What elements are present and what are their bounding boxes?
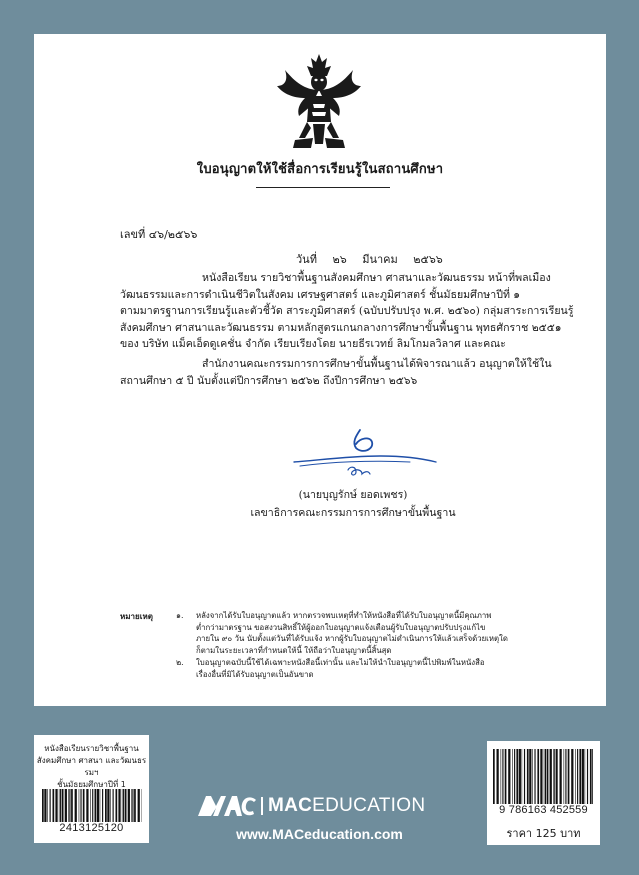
permit-document [34, 34, 606, 706]
isbn-box [487, 741, 600, 845]
paragraph-line: สถานศึกษา ๕ ปี นับตั้งแต่ปีการศึกษา ๒๕๖๒ ถึงปีการศึกษา ๒๕๖๖ [120, 374, 418, 387]
title-underline [256, 187, 390, 188]
signer-title: เลขาธิการคณะกรรมการการศึกษาขั้นพื้นฐาน [250, 507, 456, 519]
note-line: หลังจากได้รับใบอนุญาตแล้ว หากตรวจพบเหตุที่ทำให้หนังสือที่ได้รับใบอนุญาตนี้มีคุณภาพ [196, 611, 492, 620]
note-item [176, 657, 536, 680]
paragraph-line: ของ บริษัท แม็คเอ็ดดูเคชั่น จำกัด เรียบเรียงโดย นายธีรเวทย์ ลิมโกมลวิลาศ และคณะ [120, 338, 506, 351]
document-title: ใบอนุญาตให้ใช้สื่อการเรียนรู้ในสถานศึกษา [196, 162, 444, 177]
price: ราคา 125 บาท [506, 827, 581, 840]
notes-list [176, 610, 536, 680]
date-year: ๒๕๖๖ [413, 253, 443, 266]
paragraph-line: หนังสือเรียน รายวิชาพื้นฐานสังคมศึกษา ศาสนาและวัฒนธรรม หน้าที่พลเมือง [202, 272, 551, 284]
note-item [176, 610, 536, 657]
publisher-name [268, 795, 425, 817]
book-label-line: ชั้นมัธยมศึกษาปีที่ 1 [57, 780, 126, 789]
paragraph-line: สังคมศึกษา ศาสนาและวัฒนธรรม ตามหลักสูตรแกนกลางการศึกษาขั้นพื้นฐาน พุทธศักราช ๒๕๕๑ [120, 321, 562, 334]
barcode-icon [42, 789, 142, 822]
barcode-number: 2413125120 [59, 822, 124, 834]
note-number: ๑. [176, 611, 184, 620]
date-label: วันที่ [296, 253, 317, 266]
document-date [296, 250, 455, 268]
note-line: เรื่องอื่นที่มิได้รับอนุญาตเป็นอันขาด [196, 669, 314, 679]
publisher-name-prefix: MAC [268, 795, 313, 816]
signer-name: (นายบุญรักษ์ ยอดเพชร) [298, 489, 408, 501]
signature [290, 426, 440, 484]
paragraph-line: วัฒนธรรมและการดำเนินชีวิตในสังคม เศรษฐศาสตร์ และภูมิศาสตร์ ชั้นมัธยมศึกษาปีที่ ๑ [120, 288, 521, 301]
date-day: ๒๖ [332, 253, 347, 266]
book-label-line: หนังสือเรียนรายวิชาพื้นฐาน [44, 744, 139, 753]
mac-logo-icon [198, 796, 256, 816]
brand-divider [261, 797, 263, 815]
note-line: ก็ตามในระยะเวลาที่กำหนดให้นี้ ให้ถือว่าใบอนุญาตนี้สิ้นสุด [196, 646, 392, 656]
permit-paragraph-1 [120, 270, 574, 353]
book-label-line: สังคมศึกษา ศาสนา และวัฒนธรรมฯ [36, 756, 147, 777]
note-line: ต่ำกว่ามาตรฐาน ขอสงวนสิทธิ์ให้ผู้ออกใบอนุญาตแจ้งเตือนผู้รับใบอนุญาตปรับปรุงแก้ไข [196, 622, 486, 632]
isbn-barcode-icon [493, 749, 593, 811]
isbn-number: 9 786163 452559 [487, 804, 600, 816]
notes-label: หมายเหตุ [120, 611, 153, 621]
note-line: ใบอนุญาตฉบับนี้ใช้ได้เฉพาะหนังสือนี้เท่านั้น และไม่ให้นำใบอนุญาตนี้ไปพิมพ์ในหนังสือ [196, 657, 485, 667]
paragraph-line: สำนักงานคณะกรรมการการศึกษาขั้นพื้นฐานได้พิจารณาแล้ว อนุญาตให้ใช้ใน [202, 358, 552, 370]
garuda-emblem-icon [275, 52, 363, 152]
publisher-website: www.MACeducation.com [236, 826, 403, 842]
paragraph-line: ตามมาตรฐานการเรียนรู้และตัวชี้วัด สาระภูมิศาสตร์ (ฉบับปรับปรุง พ.ศ. ๒๕๖๐) กลุ่มสาระการเรียนรู้ [120, 305, 574, 318]
publisher-brand [198, 792, 438, 820]
date-month: มีนาคม [362, 253, 398, 266]
publisher-name-suffix: EDUCATION [312, 795, 426, 816]
note-number: ๒. [176, 657, 184, 667]
note-line: ภายใน ๙๐ วัน นับตั้งแต่วันที่ได้รับแจ้ง หากผู้รับใบอนุญาตไม่ดำเนินการให้แล้วเสร็จด้วยเหตุใด [196, 634, 508, 644]
document-number: เลขที่ ๔๖/๒๕๖๖ [120, 228, 198, 241]
permit-paragraph-2 [120, 356, 552, 389]
